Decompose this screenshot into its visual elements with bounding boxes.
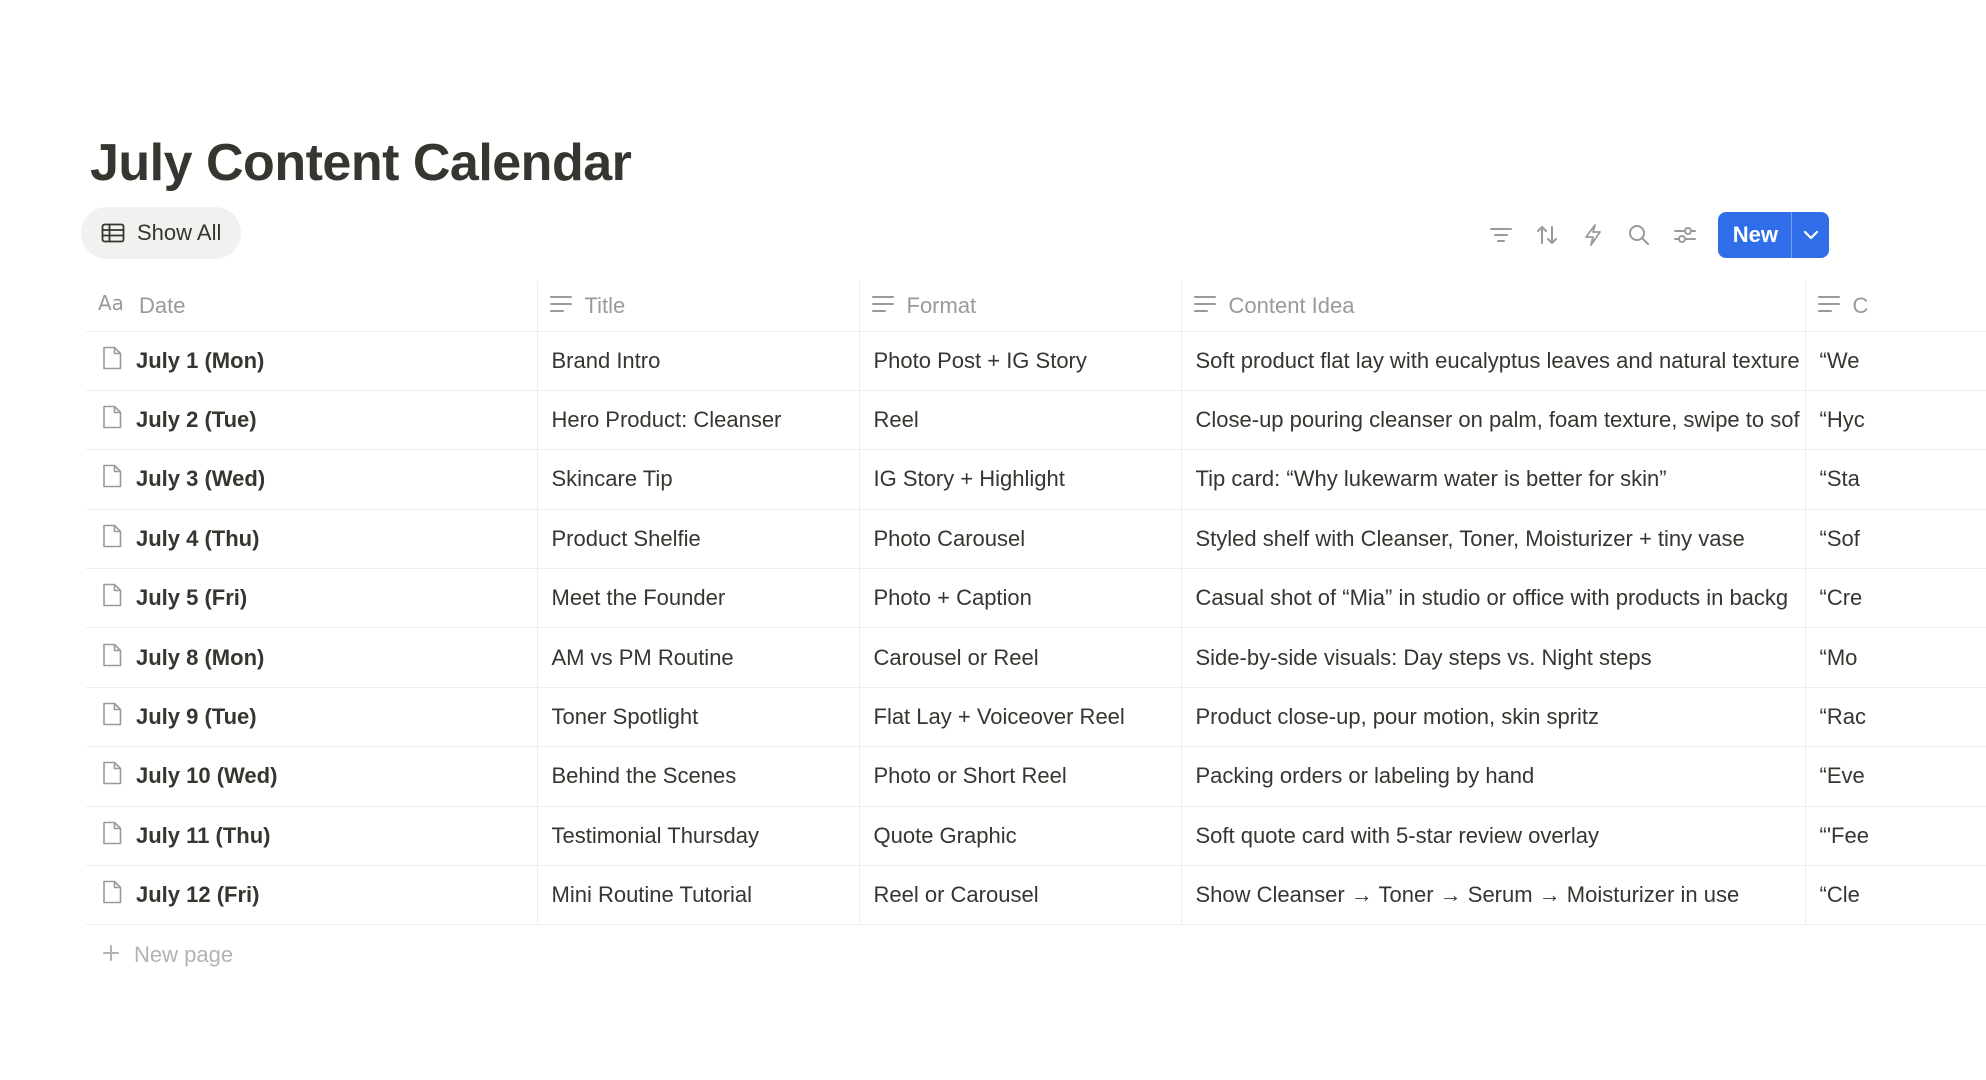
cell-truncated[interactable] (1805, 390, 1986, 449)
cell-date[interactable] (86, 687, 537, 746)
cell-title-text: Testimonial Thursday (551, 822, 759, 848)
text-lines-icon (1194, 293, 1216, 319)
column-header-format[interactable] (859, 281, 1181, 331)
new-page-button[interactable] (102, 942, 233, 968)
cell-content-idea-text: Product close-up, pour motion, skin spritz (1195, 704, 1600, 730)
page-icon (102, 761, 122, 791)
cell-format[interactable] (859, 628, 1181, 687)
cell-truncated[interactable] (1805, 509, 1986, 568)
cell-title[interactable] (537, 628, 859, 687)
page-title[interactable]: July Content Calendar (90, 134, 632, 192)
cell-truncated-text: “Sof (1819, 525, 1860, 551)
cell-format[interactable] (859, 450, 1181, 509)
cell-content-idea-text: Side-by-side visuals: Day steps vs. Night steps (1195, 644, 1652, 670)
cell-title-text: AM vs PM Routine (551, 644, 734, 670)
table-row[interactable] (86, 390, 1986, 449)
cell-content-idea[interactable] (1181, 569, 1805, 628)
page-icon (102, 880, 122, 910)
column-header-label: Title (584, 292, 626, 318)
cell-truncated-text: “Mo (1819, 644, 1858, 670)
cell-content-idea-text: Styled shelf with Cleanser, Toner, Moisturizer + tiny vase (1195, 525, 1745, 551)
cell-truncated[interactable] (1805, 747, 1986, 806)
column-header-label: Format (906, 292, 977, 318)
table-icon (101, 221, 125, 245)
cell-truncated-text: “Cre (1819, 585, 1863, 611)
column-header-label: Date (139, 292, 186, 318)
cell-truncated-text: “Eve (1819, 763, 1865, 789)
cell-content-idea-text: Soft quote card with 5-star review overlay (1195, 822, 1600, 848)
text-lines-icon (550, 293, 572, 319)
filter-icon[interactable] (1478, 212, 1524, 258)
cell-format[interactable] (859, 390, 1181, 449)
view-tab-label: Show All (137, 220, 222, 245)
cell-format[interactable] (859, 806, 1181, 865)
table-row[interactable] (86, 747, 1986, 806)
cell-date[interactable] (86, 866, 537, 925)
cell-content-idea[interactable] (1181, 866, 1805, 925)
cell-truncated-text: “Hyc (1819, 407, 1865, 433)
table-row[interactable] (86, 450, 1986, 509)
cell-content-idea[interactable] (1181, 331, 1805, 390)
cell-format-text: Reel (873, 407, 919, 433)
table-row[interactable] (86, 331, 1986, 390)
cell-date-text: July 1 (Mon) (136, 347, 265, 373)
cell-truncated[interactable] (1805, 628, 1986, 687)
cell-format-text: IG Story + Highlight (873, 466, 1065, 492)
page-icon (102, 524, 122, 554)
cell-title-text: Brand Intro (551, 347, 661, 373)
column-header-label: C (1852, 292, 1869, 318)
cell-date[interactable] (86, 569, 537, 628)
new-button-label[interactable]: New (1732, 222, 1778, 247)
cell-format[interactable] (859, 509, 1181, 568)
text-lines-icon (1818, 293, 1840, 319)
cell-title[interactable] (537, 390, 859, 449)
table-row[interactable] (86, 509, 1986, 568)
cell-format-text: Carousel or Reel (873, 644, 1039, 670)
cell-truncated[interactable] (1805, 569, 1986, 628)
svg-text:Aa: Aa (98, 290, 124, 315)
cell-format[interactable] (859, 569, 1181, 628)
table-header-row (86, 281, 1986, 331)
cell-title[interactable] (537, 687, 859, 746)
column-header-title[interactable] (537, 281, 859, 331)
cell-date-text: July 12 (Fri) (136, 882, 260, 908)
view-tab-show-all[interactable] (81, 207, 241, 259)
cell-date-text: July 8 (Mon) (136, 644, 265, 670)
title-aa-icon (98, 290, 126, 319)
column-header-content-idea[interactable] (1181, 281, 1805, 331)
cell-content-idea[interactable] (1181, 450, 1805, 509)
cell-content-idea[interactable] (1181, 628, 1805, 687)
page-icon (102, 346, 122, 376)
cell-truncated[interactable] (1805, 806, 1986, 865)
cell-title[interactable] (537, 331, 859, 390)
new-page-label: New page (134, 942, 234, 967)
page-icon (102, 702, 122, 732)
cell-title-text: Behind the Scenes (551, 763, 737, 789)
cell-truncated[interactable] (1805, 687, 1986, 746)
cell-truncated[interactable] (1805, 331, 1986, 390)
cell-truncated[interactable] (1805, 866, 1986, 925)
cell-format[interactable] (859, 331, 1181, 390)
cell-date[interactable] (86, 747, 537, 806)
search-icon[interactable] (1616, 212, 1662, 258)
column-header-truncated[interactable] (1805, 281, 1986, 331)
chevron-down-icon[interactable] (1791, 212, 1829, 258)
table-body (86, 331, 1986, 925)
table-row[interactable] (86, 687, 1986, 746)
cell-content-idea[interactable] (1181, 509, 1805, 568)
cell-format-text: Photo Post + IG Story (873, 347, 1087, 373)
page-icon (102, 464, 122, 494)
cell-content-idea-text: Soft product flat lay with eucalyptus leaves and natural texture (1195, 347, 1800, 373)
database-toolbar (1478, 212, 1829, 258)
cell-content-idea[interactable] (1181, 687, 1805, 746)
database-table (86, 281, 1869, 925)
cell-format-text: Photo + Caption (873, 585, 1032, 611)
cell-content-idea-text: Tip card: “Why lukewarm water is better for skin” (1195, 466, 1667, 492)
sort-icon[interactable] (1524, 212, 1570, 258)
column-header-date[interactable] (86, 281, 537, 331)
cell-content-idea-text: Close-up pouring cleanser on palm, foam texture, swipe to sof (1195, 407, 1800, 433)
page-icon (102, 405, 122, 435)
cell-date-text: July 9 (Tue) (136, 704, 257, 730)
cell-format-text: Photo or Short Reel (873, 763, 1067, 789)
cell-date-text: July 11 (Thu) (136, 822, 271, 848)
cell-truncated-text: “Rac (1819, 704, 1866, 730)
table-row[interactable] (86, 628, 1986, 687)
cell-content-idea-text: Casual shot of “Mia” in studio or office with products in backg (1195, 585, 1789, 611)
cell-date[interactable] (86, 390, 537, 449)
cell-date-text: July 3 (Wed) (136, 466, 266, 492)
cell-content-idea[interactable] (1181, 747, 1805, 806)
cell-truncated-text: “'Fee (1819, 822, 1869, 848)
cell-truncated-text: “Cle (1819, 882, 1860, 908)
cell-date[interactable] (86, 450, 537, 509)
cell-content-idea-text: Show Cleanser → Toner → Serum → Moisturizer in use (1195, 882, 1740, 908)
cell-format[interactable] (859, 747, 1181, 806)
cell-title[interactable] (537, 806, 859, 865)
table-row[interactable] (86, 569, 1986, 628)
text-lines-icon (872, 293, 894, 319)
cell-date-text: July 4 (Thu) (136, 525, 260, 551)
cell-date[interactable] (86, 509, 537, 568)
cell-format-text: Reel or Carousel (873, 882, 1039, 908)
cell-date-text: July 5 (Fri) (136, 585, 248, 611)
cell-date-text: July 2 (Tue) (136, 407, 257, 433)
cell-title-text: Hero Product: Cleanser (551, 407, 782, 433)
page-icon (102, 583, 122, 613)
column-header-label: Content Idea (1228, 292, 1355, 318)
cell-title-text: Mini Routine Tutorial (551, 882, 753, 908)
cell-date[interactable] (86, 331, 537, 390)
cell-truncated[interactable] (1805, 450, 1986, 509)
cell-title-text: Toner Spotlight (551, 704, 699, 730)
plus-icon (102, 942, 120, 968)
cell-format-text: Photo Carousel (873, 525, 1026, 551)
cell-title[interactable] (537, 509, 859, 568)
cell-title[interactable] (537, 866, 859, 925)
cell-date[interactable] (86, 806, 537, 865)
cell-title-text: Skincare Tip (551, 466, 673, 492)
cell-format[interactable] (859, 866, 1181, 925)
cell-format[interactable] (859, 687, 1181, 746)
cell-date-text: July 10 (Wed) (136, 763, 278, 789)
cell-truncated-text: “Sta (1819, 466, 1860, 492)
settings-sliders-icon[interactable] (1662, 212, 1708, 258)
cell-truncated-text: “We (1819, 347, 1860, 373)
cell-date[interactable] (86, 628, 537, 687)
cell-content-idea[interactable] (1181, 806, 1805, 865)
cell-title[interactable] (537, 569, 859, 628)
automation-bolt-icon[interactable] (1570, 212, 1616, 258)
cell-title[interactable] (537, 747, 859, 806)
cell-title[interactable] (537, 450, 859, 509)
cell-title-text: Product Shelfie (551, 525, 701, 551)
cell-format-text: Flat Lay + Voiceover Reel (873, 704, 1125, 730)
page-icon (102, 821, 122, 851)
table-row[interactable] (86, 866, 1986, 925)
cell-content-idea[interactable] (1181, 390, 1805, 449)
cell-format-text: Quote Graphic (873, 822, 1017, 848)
cell-title-text: Meet the Founder (551, 585, 726, 611)
cell-content-idea-text: Packing orders or labeling by hand (1195, 763, 1535, 789)
table-row[interactable] (86, 806, 1986, 865)
new-button[interactable] (1718, 212, 1829, 258)
page-icon (102, 643, 122, 673)
